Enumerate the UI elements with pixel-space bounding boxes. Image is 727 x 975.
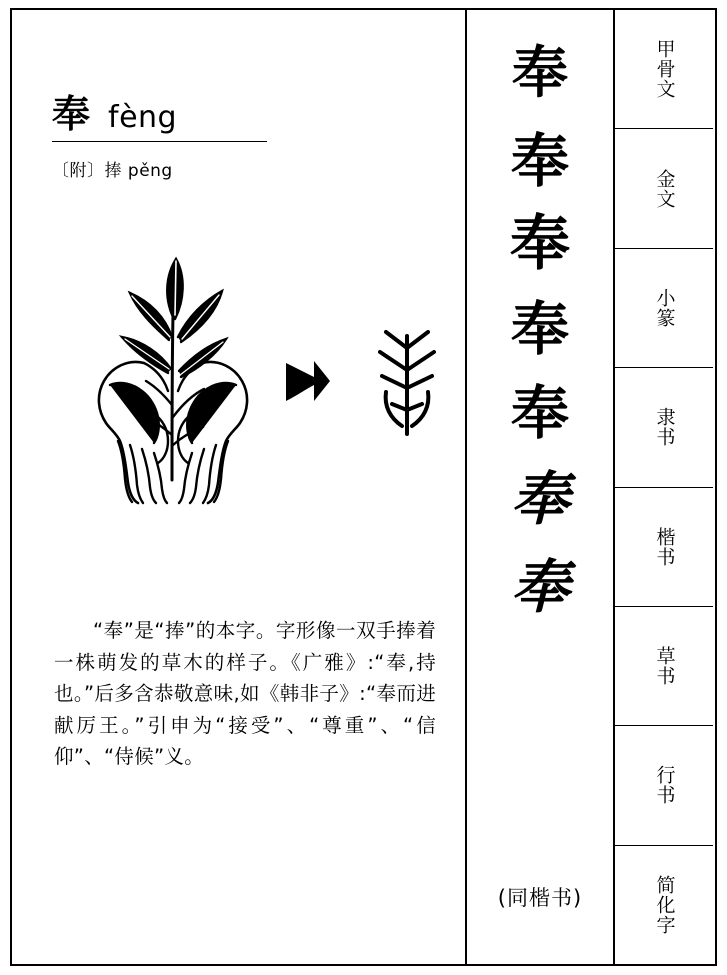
- explanation-paragraph: “奉”是“捧”的本字。字形像一双手捧着一株萌发的草木的样子。《广雅》:“奉,持也。”后多含恭敬意味,如《韩非子》:“奉而进献厉王。”引申为“接受”、“尊重”、“信仰”、“侍候”义。: [54, 619, 436, 769]
- hands-holding-plant-drawing: [72, 245, 272, 505]
- running-glyph: 奉: [510, 553, 569, 621]
- label-running: 行书: [653, 765, 676, 806]
- variant-form-label: 〔附〕捧 pěng: [52, 161, 173, 181]
- label-bronze: 金文: [653, 168, 676, 209]
- headword-character: 奉: [52, 92, 91, 136]
- bronze-glyph: 奉: [510, 127, 569, 195]
- clerical-glyph: 奉: [510, 295, 569, 363]
- headword-line: [52, 92, 267, 142]
- cursive-glyph: 奉: [510, 465, 569, 533]
- label-seal: 小篆: [653, 287, 676, 328]
- label-cell-bronze: [615, 129, 713, 248]
- headword-pinyin: fèng: [108, 100, 178, 135]
- oracle-bone-glyph: 奉: [512, 41, 568, 106]
- entry-column: [12, 10, 467, 964]
- script-glyph-stack: [467, 28, 613, 621]
- script-label-column: [615, 10, 713, 964]
- headword-block: [52, 92, 302, 181]
- illustration-area: [32, 235, 452, 535]
- label-cell-simplified: [615, 846, 713, 964]
- label-cell-oracle-bone: [615, 10, 713, 129]
- label-cell-clerical: [615, 368, 713, 487]
- label-cell-seal: [615, 249, 713, 368]
- label-clerical: 隶书: [653, 407, 676, 448]
- label-oracle-bone: 甲骨文: [653, 39, 676, 100]
- label-cell-cursive: [615, 607, 713, 726]
- seal-glyph: 奉: [510, 209, 570, 279]
- regular-glyph: 奉: [510, 379, 569, 447]
- right-arrow-icon: [284, 355, 332, 407]
- label-simplified: 简化字: [653, 874, 676, 935]
- label-cursive: 草书: [653, 646, 676, 687]
- derived-oracle-glyph: [362, 330, 452, 440]
- page-frame: [10, 8, 717, 966]
- simplified-footnote: (同楷书): [497, 886, 583, 910]
- label-cell-regular: [615, 488, 713, 607]
- label-regular: 楷书: [653, 526, 676, 567]
- explanation-text: [54, 615, 436, 773]
- label-cell-running: [615, 726, 713, 845]
- script-evolution-column: [467, 10, 615, 964]
